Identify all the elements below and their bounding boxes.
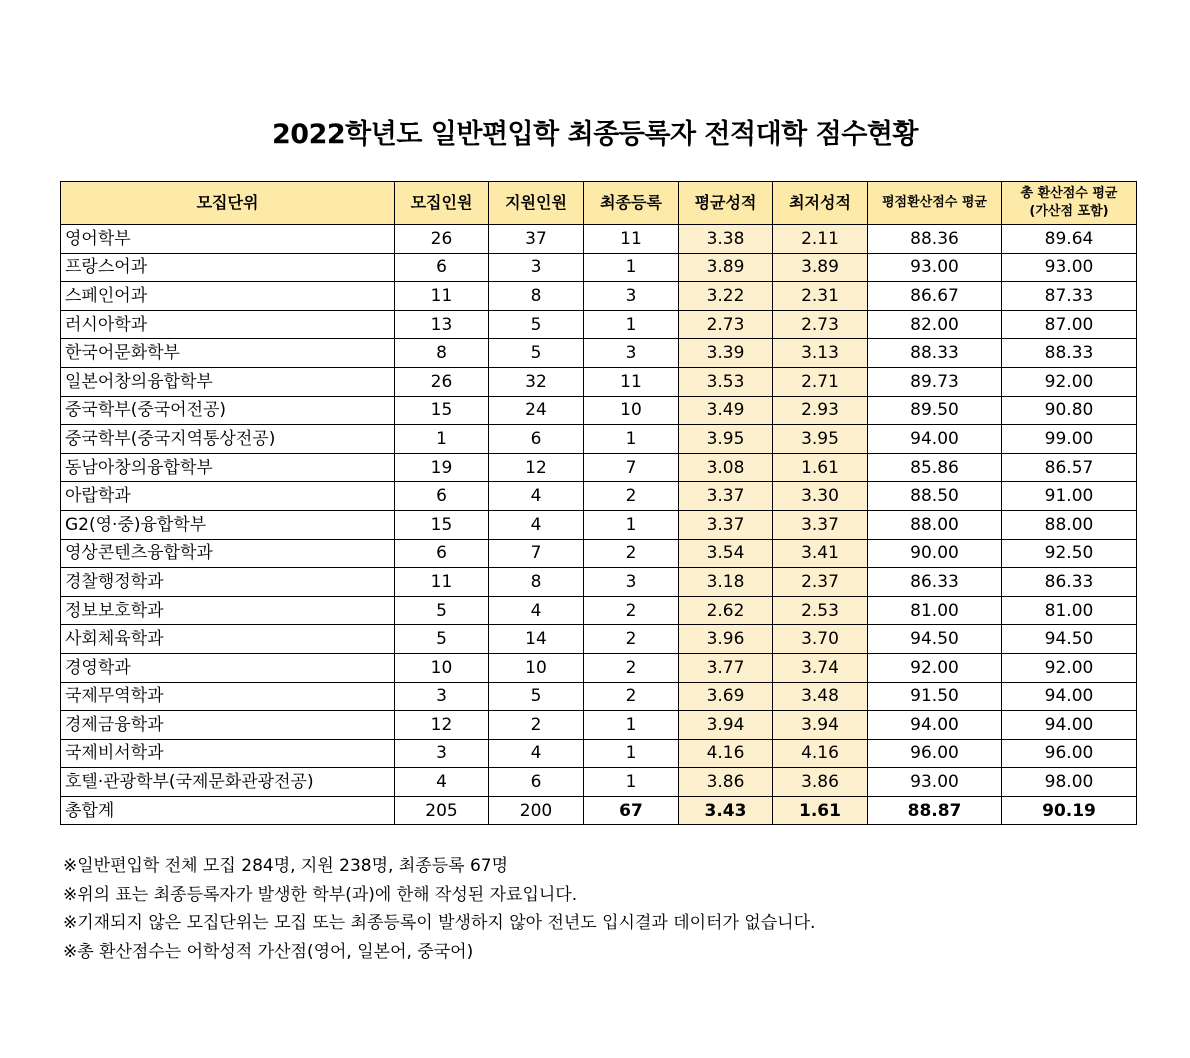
cell-name: 동남아창의융합학부 bbox=[61, 453, 395, 482]
cell-name: 경영학과 bbox=[61, 653, 395, 682]
cell-conv: 86.33 bbox=[868, 568, 1002, 597]
cell-final: 1 bbox=[584, 425, 679, 454]
cell-name: 한국어문화학부 bbox=[61, 339, 395, 368]
cell-name: 러시아학과 bbox=[61, 310, 395, 339]
cell-quota: 205 bbox=[395, 796, 489, 825]
cell-final: 10 bbox=[584, 396, 679, 425]
cell-total: 90.80 bbox=[1002, 396, 1137, 425]
cell-total: 94.50 bbox=[1002, 625, 1137, 654]
cell-applicants: 200 bbox=[489, 796, 584, 825]
cell-final: 3 bbox=[584, 568, 679, 597]
cell-quota: 3 bbox=[395, 739, 489, 768]
cell-min: 3.13 bbox=[773, 339, 868, 368]
cell-applicants: 8 bbox=[489, 568, 584, 597]
cell-applicants: 24 bbox=[489, 396, 584, 425]
cell-min: 2.53 bbox=[773, 596, 868, 625]
cell-quota: 6 bbox=[395, 253, 489, 282]
cell-total: 92.00 bbox=[1002, 653, 1137, 682]
cell-min: 2.37 bbox=[773, 568, 868, 597]
cell-quota: 4 bbox=[395, 768, 489, 797]
cell-avg: 3.39 bbox=[679, 339, 773, 368]
cell-total: 81.00 bbox=[1002, 596, 1137, 625]
table-row bbox=[61, 768, 1137, 797]
score-table bbox=[60, 181, 1137, 825]
cell-quota: 26 bbox=[395, 225, 489, 254]
header-cell: 모집단위 bbox=[61, 182, 395, 225]
header-total-line1: 총 환산점수 평균 bbox=[1020, 186, 1118, 201]
cell-min: 3.74 bbox=[773, 653, 868, 682]
cell-quota: 13 bbox=[395, 310, 489, 339]
table-row bbox=[61, 682, 1137, 711]
cell-applicants: 4 bbox=[489, 739, 584, 768]
table-row bbox=[61, 539, 1137, 568]
cell-min: 3.89 bbox=[773, 253, 868, 282]
cell-total: 90.19 bbox=[1002, 796, 1137, 825]
cell-name: 스페인어과 bbox=[61, 282, 395, 311]
cell-avg: 3.95 bbox=[679, 425, 773, 454]
cell-applicants: 6 bbox=[489, 425, 584, 454]
cell-min: 4.16 bbox=[773, 739, 868, 768]
cell-quota: 26 bbox=[395, 367, 489, 396]
table-row bbox=[61, 711, 1137, 740]
cell-conv: 88.50 bbox=[868, 482, 1002, 511]
cell-quota: 6 bbox=[395, 539, 489, 568]
cell-min: 1.61 bbox=[773, 796, 868, 825]
cell-avg: 3.43 bbox=[679, 796, 773, 825]
table-header-row bbox=[61, 182, 1137, 225]
cell-final: 2 bbox=[584, 653, 679, 682]
cell-applicants: 8 bbox=[489, 282, 584, 311]
cell-conv: 94.50 bbox=[868, 625, 1002, 654]
cell-conv: 82.00 bbox=[868, 310, 1002, 339]
cell-conv: 93.00 bbox=[868, 768, 1002, 797]
cell-name: 사회체육학과 bbox=[61, 625, 395, 654]
header-total-line2: (가산점 포함) bbox=[1029, 204, 1109, 219]
cell-final: 1 bbox=[584, 711, 679, 740]
cell-applicants: 32 bbox=[489, 367, 584, 396]
cell-conv: 94.00 bbox=[868, 711, 1002, 740]
cell-total: 94.00 bbox=[1002, 682, 1137, 711]
cell-conv: 90.00 bbox=[868, 539, 1002, 568]
table-row bbox=[61, 339, 1137, 368]
cell-avg: 3.89 bbox=[679, 253, 773, 282]
table-row bbox=[61, 596, 1137, 625]
cell-applicants: 14 bbox=[489, 625, 584, 654]
page-title: 2022학년도 일반편입학 최종등록자 전적대학 점수현황 bbox=[272, 119, 918, 150]
cell-min: 3.41 bbox=[773, 539, 868, 568]
cell-quota: 6 bbox=[395, 482, 489, 511]
table-total-row bbox=[61, 796, 1137, 825]
cell-name: 국제비서학과 bbox=[61, 739, 395, 768]
header-cell: 평균성적 bbox=[679, 182, 773, 225]
cell-name: 영어학부 bbox=[61, 225, 395, 254]
cell-min: 3.37 bbox=[773, 510, 868, 539]
cell-total: 92.00 bbox=[1002, 367, 1137, 396]
cell-avg: 2.62 bbox=[679, 596, 773, 625]
cell-quota: 1 bbox=[395, 425, 489, 454]
cell-min: 3.94 bbox=[773, 711, 868, 740]
cell-total: 98.00 bbox=[1002, 768, 1137, 797]
cell-final: 67 bbox=[584, 796, 679, 825]
cell-final: 2 bbox=[584, 625, 679, 654]
cell-conv: 92.00 bbox=[868, 653, 1002, 682]
cell-total: 86.57 bbox=[1002, 453, 1137, 482]
cell-total: 87.00 bbox=[1002, 310, 1137, 339]
cell-avg: 3.08 bbox=[679, 453, 773, 482]
cell-min: 3.70 bbox=[773, 625, 868, 654]
cell-total: 88.33 bbox=[1002, 339, 1137, 368]
cell-conv: 89.73 bbox=[868, 367, 1002, 396]
cell-avg: 3.96 bbox=[679, 625, 773, 654]
cell-min: 2.31 bbox=[773, 282, 868, 311]
cell-applicants: 4 bbox=[489, 482, 584, 511]
cell-conv: 91.50 bbox=[868, 682, 1002, 711]
cell-quota: 5 bbox=[395, 596, 489, 625]
table-row bbox=[61, 253, 1137, 282]
cell-applicants: 12 bbox=[489, 453, 584, 482]
cell-final: 1 bbox=[584, 768, 679, 797]
cell-quota: 8 bbox=[395, 339, 489, 368]
cell-name: 영상콘텐츠융합학과 bbox=[61, 539, 395, 568]
cell-conv: 89.50 bbox=[868, 396, 1002, 425]
cell-quota: 15 bbox=[395, 396, 489, 425]
table-row bbox=[61, 282, 1137, 311]
cell-total: 89.64 bbox=[1002, 225, 1137, 254]
header-cell: 최저성적 bbox=[773, 182, 868, 225]
cell-total: 93.00 bbox=[1002, 253, 1137, 282]
cell-final: 2 bbox=[584, 539, 679, 568]
cell-min: 2.73 bbox=[773, 310, 868, 339]
cell-name: 국제무역학과 bbox=[61, 682, 395, 711]
cell-total: 94.00 bbox=[1002, 711, 1137, 740]
cell-final: 11 bbox=[584, 225, 679, 254]
header-cell: 지원인원 bbox=[489, 182, 584, 225]
header-cell-total bbox=[1002, 182, 1137, 225]
table-row bbox=[61, 510, 1137, 539]
table-row bbox=[61, 653, 1137, 682]
cell-final: 2 bbox=[584, 482, 679, 511]
cell-total: 96.00 bbox=[1002, 739, 1137, 768]
cell-applicants: 3 bbox=[489, 253, 584, 282]
cell-conv: 94.00 bbox=[868, 425, 1002, 454]
cell-final: 3 bbox=[584, 282, 679, 311]
cell-quota: 11 bbox=[395, 568, 489, 597]
cell-conv: 81.00 bbox=[868, 596, 1002, 625]
cell-final: 1 bbox=[584, 510, 679, 539]
cell-name: 호텔·관광학부(국제문화관광전공) bbox=[61, 768, 395, 797]
cell-name: 아랍학과 bbox=[61, 482, 395, 511]
cell-avg: 3.77 bbox=[679, 653, 773, 682]
cell-avg: 4.16 bbox=[679, 739, 773, 768]
note-line: ※위의 표는 최종등록자가 발생한 학부(과)에 한해 작성된 자료입니다. bbox=[63, 884, 578, 905]
cell-min: 1.61 bbox=[773, 453, 868, 482]
cell-applicants: 2 bbox=[489, 711, 584, 740]
cell-min: 2.71 bbox=[773, 367, 868, 396]
table-row bbox=[61, 739, 1137, 768]
cell-min: 3.86 bbox=[773, 768, 868, 797]
cell-total: 91.00 bbox=[1002, 482, 1137, 511]
table-row bbox=[61, 625, 1137, 654]
cell-conv: 88.00 bbox=[868, 510, 1002, 539]
cell-quota: 5 bbox=[395, 625, 489, 654]
cell-final: 3 bbox=[584, 339, 679, 368]
cell-name: 중국학부(중국지역통상전공) bbox=[61, 425, 395, 454]
table-row bbox=[61, 225, 1137, 254]
cell-name: G2(영·중)융합학부 bbox=[61, 510, 395, 539]
cell-min: 3.30 bbox=[773, 482, 868, 511]
table-row bbox=[61, 425, 1137, 454]
cell-avg: 3.22 bbox=[679, 282, 773, 311]
note-line: ※일반편입학 전체 모집 284명, 지원 238명, 최종등록 67명 bbox=[63, 856, 509, 876]
cell-final: 7 bbox=[584, 453, 679, 482]
cell-conv: 86.67 bbox=[868, 282, 1002, 311]
cell-avg: 3.69 bbox=[679, 682, 773, 711]
cell-conv: 88.36 bbox=[868, 225, 1002, 254]
cell-quota: 12 bbox=[395, 711, 489, 740]
cell-applicants: 4 bbox=[489, 596, 584, 625]
cell-quota: 19 bbox=[395, 453, 489, 482]
cell-applicants: 5 bbox=[489, 682, 584, 711]
cell-name: 정보보호학과 bbox=[61, 596, 395, 625]
cell-name: 경찰행정학과 bbox=[61, 568, 395, 597]
cell-min: 3.95 bbox=[773, 425, 868, 454]
cell-avg: 3.37 bbox=[679, 482, 773, 511]
table-row bbox=[61, 310, 1137, 339]
cell-final: 2 bbox=[584, 682, 679, 711]
cell-avg: 3.54 bbox=[679, 539, 773, 568]
table-row bbox=[61, 396, 1137, 425]
cell-applicants: 6 bbox=[489, 768, 584, 797]
cell-name: 경제금융학과 bbox=[61, 711, 395, 740]
table-row bbox=[61, 568, 1137, 597]
cell-conv: 88.33 bbox=[868, 339, 1002, 368]
note-line: ※기재되지 않은 모집단위는 모집 또는 최종등록이 발생하지 않아 전년도 입시결과 데이터가 없습니다. bbox=[63, 913, 816, 933]
cell-total: 92.50 bbox=[1002, 539, 1137, 568]
cell-applicants: 10 bbox=[489, 653, 584, 682]
cell-quota: 15 bbox=[395, 510, 489, 539]
cell-name: 총합계 bbox=[61, 796, 395, 825]
cell-final: 2 bbox=[584, 596, 679, 625]
notes bbox=[63, 852, 815, 966]
cell-avg: 3.38 bbox=[679, 225, 773, 254]
header-cell: 최종등록 bbox=[584, 182, 679, 225]
cell-conv: 88.87 bbox=[868, 796, 1002, 825]
cell-min: 2.11 bbox=[773, 225, 868, 254]
cell-avg: 2.73 bbox=[679, 310, 773, 339]
table-row bbox=[61, 453, 1137, 482]
table-row bbox=[61, 482, 1137, 511]
cell-total: 88.00 bbox=[1002, 510, 1137, 539]
cell-applicants: 4 bbox=[489, 510, 584, 539]
cell-avg: 3.49 bbox=[679, 396, 773, 425]
cell-total: 99.00 bbox=[1002, 425, 1137, 454]
cell-min: 2.93 bbox=[773, 396, 868, 425]
cell-avg: 3.86 bbox=[679, 768, 773, 797]
cell-applicants: 37 bbox=[489, 225, 584, 254]
cell-name: 일본어창의융합학부 bbox=[61, 367, 395, 396]
cell-quota: 11 bbox=[395, 282, 489, 311]
cell-total: 87.33 bbox=[1002, 282, 1137, 311]
cell-final: 11 bbox=[584, 367, 679, 396]
cell-final: 1 bbox=[584, 310, 679, 339]
cell-applicants: 5 bbox=[489, 339, 584, 368]
note-line: ※총 환산점수는 어학성적 가산점(영어, 일본어, 중국어) bbox=[63, 941, 474, 962]
cell-avg: 3.37 bbox=[679, 510, 773, 539]
cell-name: 중국학부(중국어전공) bbox=[61, 396, 395, 425]
cell-avg: 3.53 bbox=[679, 367, 773, 396]
cell-name: 프랑스어과 bbox=[61, 253, 395, 282]
header-cell: 모집인원 bbox=[395, 182, 489, 225]
cell-applicants: 7 bbox=[489, 539, 584, 568]
cell-quota: 3 bbox=[395, 682, 489, 711]
cell-applicants: 5 bbox=[489, 310, 584, 339]
header-cell: 평점환산점수 평균 bbox=[868, 182, 1002, 225]
cell-quota: 10 bbox=[395, 653, 489, 682]
cell-conv: 96.00 bbox=[868, 739, 1002, 768]
cell-final: 1 bbox=[584, 253, 679, 282]
cell-min: 3.48 bbox=[773, 682, 868, 711]
cell-total: 86.33 bbox=[1002, 568, 1137, 597]
cell-avg: 3.94 bbox=[679, 711, 773, 740]
cell-avg: 3.18 bbox=[679, 568, 773, 597]
cell-final: 1 bbox=[584, 739, 679, 768]
table-row bbox=[61, 367, 1137, 396]
cell-conv: 85.86 bbox=[868, 453, 1002, 482]
cell-conv: 93.00 bbox=[868, 253, 1002, 282]
